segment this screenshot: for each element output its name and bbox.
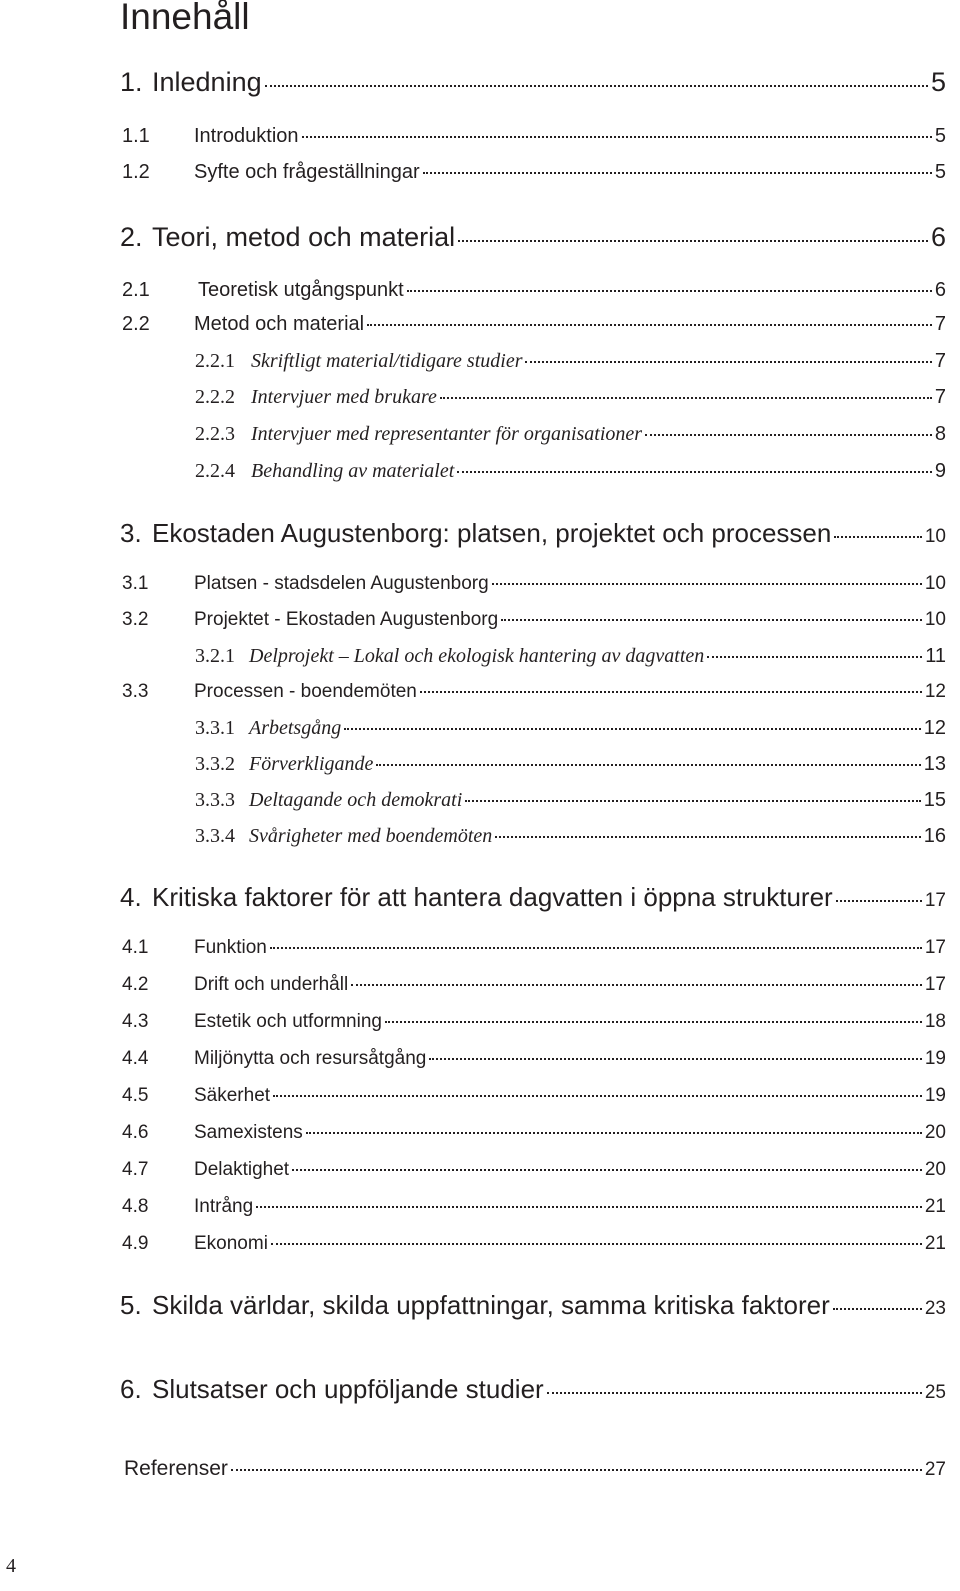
toc-entry-number: 1.2: [122, 161, 150, 183]
toc-entry-title: Miljönytta och resursåtgång: [194, 1048, 427, 1069]
toc-entry-section-4-8[interactable]: [122, 1196, 946, 1218]
toc-entry-subsection-3-3-4[interactable]: [195, 825, 946, 848]
toc-entry-title: Förverkligande: [249, 753, 374, 775]
toc-entry-page: 13: [923, 753, 946, 775]
toc-entry-page: 20: [924, 1159, 946, 1180]
toc-entry-section-4-4[interactable]: [122, 1048, 946, 1070]
toc-entry-section-4-9[interactable]: [122, 1233, 946, 1255]
toc-entry-page: 5: [930, 67, 946, 97]
toc-entry-number: 1.1: [122, 125, 150, 147]
toc-entry-subsection-3-3-3[interactable]: [195, 789, 946, 812]
toc-entry-title: Skriftligt material/tidigare studier: [251, 350, 523, 372]
dot-leader: [367, 324, 932, 326]
dot-leader: [440, 397, 932, 399]
toc-entry-title: Referenser: [124, 1457, 228, 1480]
toc-entry-subsection-2-2-2[interactable]: [195, 386, 946, 409]
toc-entry-page: 21: [924, 1233, 946, 1254]
toc-entry-chapter-2[interactable]: [120, 222, 946, 253]
toc-entry-number: 2.2.1: [195, 350, 235, 372]
toc-entry-number: 2.1: [122, 279, 150, 301]
toc-entry-title: Teoretisk utgångspunkt: [198, 279, 404, 301]
dot-leader: [270, 947, 922, 949]
dot-leader: [833, 1308, 922, 1310]
dot-leader: [429, 1058, 922, 1060]
toc-entry-section-1-1[interactable]: [122, 125, 946, 148]
toc-entry-section-4-1[interactable]: [122, 937, 946, 959]
toc-entry-section-3-2[interactable]: [122, 609, 946, 631]
toc-entry-number: 6.: [120, 1374, 142, 1404]
toc-entry-section-2-1[interactable]: [122, 279, 946, 302]
dot-leader: [292, 1169, 922, 1171]
toc-entry-title: Kritiska faktorer för att hantera dagvatten i öppna strukturer: [152, 882, 833, 912]
toc-entry-subsection-2-2-1[interactable]: [195, 350, 946, 373]
toc-entry-number: 4.: [120, 882, 142, 912]
toc-entry-title: Skilda världar, skilda uppfattningar, samma kritiska faktorer: [152, 1290, 830, 1320]
dot-leader: [834, 536, 922, 538]
toc-entry-title: Intervjuer med representanter för organisationer: [251, 423, 643, 445]
toc-entry-number: 4.1: [122, 937, 149, 958]
toc-entry-chapter-5[interactable]: [120, 1290, 946, 1321]
dot-leader: [420, 691, 922, 693]
dot-leader: [271, 1243, 922, 1245]
dot-leader: [273, 1095, 922, 1097]
toc-entry-subsection-2-2-4[interactable]: [195, 460, 946, 483]
toc-entry-page: 20: [924, 1122, 946, 1143]
toc-entry-section-3-1[interactable]: [122, 573, 946, 595]
toc-entry-number: 4.9: [122, 1233, 149, 1254]
dot-leader: [645, 434, 932, 436]
toc-entry-page: 17: [924, 890, 946, 911]
toc-entry-section-3-3[interactable]: [122, 681, 946, 703]
toc-entry-subsection-3-3-1[interactable]: [195, 717, 946, 740]
toc-entry-title: Säkerhet: [194, 1085, 271, 1106]
dot-leader: [492, 583, 922, 585]
dot-leader: [306, 1132, 922, 1134]
toc-entry-section-4-7[interactable]: [122, 1159, 946, 1181]
dot-leader: [423, 172, 932, 174]
dot-leader: [836, 900, 922, 902]
toc-entry-page: 17: [924, 974, 946, 995]
toc-entry-number: 3.1: [122, 573, 149, 594]
dot-leader: [385, 1021, 922, 1023]
toc-entry-subsection-3-2-1[interactable]: [195, 645, 946, 668]
toc-entry-page: 12: [924, 681, 946, 702]
toc-entry-page: 21: [924, 1196, 946, 1217]
toc-entry-number: 4.6: [122, 1122, 149, 1143]
toc-entry-number: 3.: [120, 518, 142, 548]
toc-entry-number: 3.3: [122, 681, 149, 702]
toc-entry-page: 5: [934, 161, 946, 183]
toc-entry-page: 11: [925, 645, 946, 667]
toc-entry-page: 6: [930, 222, 946, 252]
toc-entry-title: Slutsatser och uppföljande studier: [152, 1374, 544, 1404]
dot-leader: [302, 136, 932, 138]
toc-entry-number: 4.7: [122, 1159, 149, 1180]
toc-entry-section-4-3[interactable]: [122, 1011, 946, 1033]
toc-entry-title: Projektet - Ekostaden Augustenborg: [194, 609, 499, 630]
toc-entry-number: 2.2: [122, 313, 150, 335]
toc-entry-number: 2.2.2: [195, 386, 235, 408]
toc-entry-title: Deltagande och demokrati: [249, 789, 463, 811]
dot-leader: [501, 619, 922, 621]
toc-entry-title: Intervjuer med brukare: [251, 386, 437, 408]
toc-entry-title: Svårigheter med boendemöten: [249, 825, 493, 847]
toc-entry-number: 3.3.3: [195, 789, 235, 811]
toc-entry-number: 3.2: [122, 609, 149, 630]
toc-entry-number: 3.2.1: [195, 645, 235, 667]
toc-entry-number: 3.3.4: [195, 825, 235, 847]
toc-entry-subsection-2-2-3[interactable]: [195, 423, 946, 446]
dot-leader: [256, 1206, 922, 1208]
toc-entry-page: 10: [924, 526, 946, 547]
toc-entry-page: 12: [923, 717, 946, 739]
dot-leader: [457, 471, 932, 473]
toc-entry-title: Estetik och utformning: [194, 1011, 382, 1032]
toc-entry-chapter-4[interactable]: [120, 882, 946, 913]
toc-entry-chapter-3[interactable]: [120, 518, 946, 549]
toc-entry-section-4-6[interactable]: [122, 1122, 946, 1144]
toc-entry-title: Drift och underhåll: [194, 974, 349, 995]
toc-entry-chapter-1[interactable]: [120, 67, 946, 98]
toc-entry-chapter-6[interactable]: [120, 1374, 946, 1405]
toc-entry-number: 5.: [120, 1290, 142, 1320]
toc-entry-page: 5: [934, 125, 946, 147]
dot-leader: [407, 290, 932, 292]
toc-entry-title: Samexistens: [194, 1122, 303, 1143]
toc-entry-number: 4.2: [122, 974, 149, 995]
toc-entry-title: Delprojekt – Lokal och ekologisk hantering av dagvatten: [249, 645, 705, 667]
toc-entry-number: 4.3: [122, 1011, 149, 1032]
toc-entry-page: 8: [934, 423, 946, 445]
toc-entry-page: 6: [934, 279, 946, 301]
toc-entry-page: 15: [923, 789, 946, 811]
toc-entry-number: 3.3.2: [195, 753, 235, 775]
toc-entry-title: Behandling av materialet: [251, 460, 455, 482]
toc-entry-page: 19: [924, 1048, 946, 1069]
dot-leader: [376, 764, 920, 766]
toc-entry-title: Ekostaden Augustenborg: platsen, projektet och processen: [152, 518, 832, 548]
dot-leader: [465, 800, 920, 802]
toc-entry-number: 4.5: [122, 1085, 149, 1106]
toc-entry-page: 10: [924, 609, 946, 630]
dot-leader: [458, 240, 928, 242]
toc-entry-title: Metod och material: [194, 313, 365, 335]
toc-entry-page: 7: [934, 350, 946, 372]
toc-entry-number: 2.2.3: [195, 423, 235, 445]
toc-entry-title: Syfte och frågeställningar: [194, 161, 420, 183]
dot-leader: [351, 984, 922, 986]
toc-entry-page: 7: [934, 313, 946, 335]
toc-entry-title: Platsen - stadsdelen Augustenborg: [194, 573, 489, 594]
page-number: 4: [6, 1555, 16, 1577]
toc-entry-section-4-5[interactable]: [122, 1085, 946, 1107]
dot-leader: [495, 836, 920, 838]
toc-entry-title: Teori, metod och material: [152, 222, 456, 252]
toc-entry-title: Introduktion: [194, 125, 299, 147]
toc-entry-number: 4.8: [122, 1196, 149, 1217]
toc-entry-section-1-2[interactable]: [122, 161, 946, 184]
dot-leader: [525, 361, 931, 363]
toc-entry-title: Ekonomi: [194, 1233, 268, 1254]
dot-leader: [547, 1392, 922, 1394]
toc-entry-title: Funktion: [194, 937, 267, 958]
toc-entry-page: 19: [924, 1085, 946, 1106]
dot-leader: [344, 728, 921, 730]
page-title: Innehåll: [120, 0, 250, 37]
toc-entry-page: 16: [923, 825, 946, 847]
toc-entry-page: 10: [924, 573, 946, 594]
dot-leader: [231, 1469, 922, 1471]
toc-entry-title: Processen - boendemöten: [194, 681, 417, 702]
toc-entry-page: 17: [924, 937, 946, 958]
toc-entry-title: Inledning: [152, 67, 262, 97]
toc-entry-title: Intrång: [194, 1196, 254, 1217]
toc-entry-number: 1.: [120, 67, 143, 97]
toc-entry-page: 7: [934, 386, 946, 408]
toc-entry-section-2-2[interactable]: [122, 313, 946, 336]
dot-leader: [707, 656, 922, 658]
toc-entry-page: 25: [924, 1382, 946, 1403]
toc-entry-references[interactable]: [124, 1457, 946, 1481]
toc-entry-page: 23: [924, 1298, 946, 1319]
toc-entry-title: Delaktighet: [194, 1159, 290, 1180]
toc-entry-number: 2.2.4: [195, 460, 235, 482]
toc-entry-section-4-2[interactable]: [122, 974, 946, 996]
toc-entry-title: Arbetsgång: [249, 717, 342, 739]
toc-entry-subsection-3-3-2[interactable]: [195, 753, 946, 776]
toc-entry-number: 3.3.1: [195, 717, 235, 739]
toc-entry-page: 9: [934, 460, 946, 482]
toc-entry-number: 4.4: [122, 1048, 149, 1069]
toc-entry-page: 27: [924, 1459, 946, 1480]
toc-entry-page: 18: [924, 1011, 946, 1032]
dot-leader: [265, 85, 928, 87]
toc-entry-number: 2.: [120, 222, 143, 252]
